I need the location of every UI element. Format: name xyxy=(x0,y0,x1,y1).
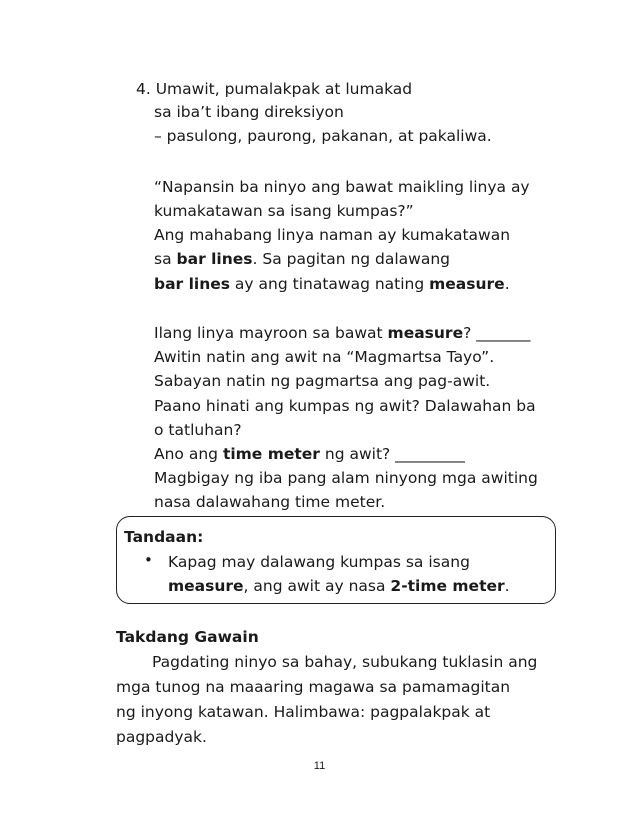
para2-line8: nasa dalawahang time meter. xyxy=(154,493,386,511)
term-measure: measure xyxy=(168,577,244,595)
term-bar-lines: bar lines xyxy=(154,275,230,293)
item4-line1: 4. Umawit, pumalakpak at lumakad xyxy=(136,80,413,98)
takdang-line2: mga tunog na maaaring magawa sa pamamagitan xyxy=(116,678,511,696)
tandaan-line2: measure, ang awit ay nasa 2-time meter. xyxy=(168,577,510,595)
takdang-line4: pagpadyak. xyxy=(116,728,207,746)
bullet-icon: • xyxy=(144,551,153,569)
para2-line7: Magbigay ng iba pang alam ninyong mga awiting xyxy=(154,469,538,487)
para1-line4: sa bar lines. Sa pagitan ng dalawang xyxy=(154,250,451,268)
takdang-gawain-title: Takdang Gawain xyxy=(116,628,259,646)
para1-line5: bar lines ay ang tinatawag nating measure. xyxy=(154,275,510,293)
page-number: 11 xyxy=(313,760,326,772)
para1-line1: “Napansin ba ninyo ang bawat maikling linya ay xyxy=(154,178,530,196)
item4-line2: sa iba’t ibang direksiyon xyxy=(154,103,344,121)
para2-line2: Awitin natin ang awit na “Magmartsa Tayo”. xyxy=(154,348,495,366)
para2-line6: Ano ang time meter ng awit? _________ xyxy=(154,445,465,463)
para2-line1: Ilang linya mayroon sa bawat measure? _______ xyxy=(154,324,531,342)
term-2-time-meter: 2-time meter xyxy=(390,577,505,595)
tandaan-title: Tandaan: xyxy=(124,528,204,546)
term-time-meter: time meter xyxy=(222,445,320,463)
para2-line3: Sabayan natin ng pagmartsa ang pag-awit. xyxy=(154,372,491,390)
para1-line2: kumakatawan sa isang kumpas?” xyxy=(154,202,414,220)
item4-line3: – pasulong, paurong, pakanan, at pakaliwa. xyxy=(154,127,492,145)
para2-line4: Paano hinati ang kumpas ng awit? Dalawahan ba xyxy=(154,397,536,415)
term-bar-lines: bar lines xyxy=(176,250,253,268)
tandaan-line1: Kapag may dalawang kumpas sa isang xyxy=(168,553,470,571)
para1-line3: Ang mahabang linya naman ay kumakatawan xyxy=(154,226,511,244)
para2-line5: o tatluhan? xyxy=(154,421,242,439)
takdang-line3: ng inyong katawan. Halimbawa: pagpalakpak at xyxy=(116,703,491,721)
term-measure: measure xyxy=(387,324,464,342)
term-measure: measure xyxy=(429,275,505,293)
takdang-line1: Pagdating ninyo sa bahay, subukang tuklasin ang xyxy=(152,653,538,671)
